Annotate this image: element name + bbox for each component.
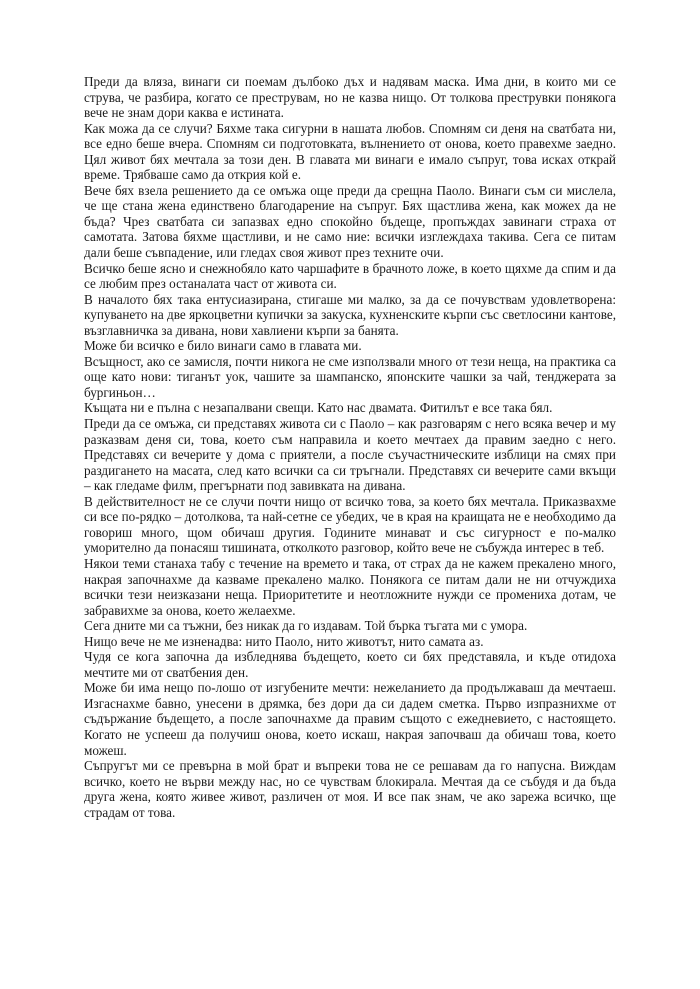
paragraph: В началото бях така ентусиазирана, стигаше ми малко, за да се почувствам удовлетворена: купуването на две яркоцветни купички за закуска, кухненските кърпи със светлосини кантове, възглавничка за дивана, нови хавлиени кърпи за банята. <box>84 291 616 338</box>
document-page <box>84 74 616 820</box>
paragraph: Нищо вече не ме изненадва: нито Паоло, нито животът, нито самата аз. <box>84 633 484 649</box>
paragraph: Съпругът ми се превърна в мой брат и въпреки това не се решавам да го напусна. Виждам всичко, което не върви между нас, но се чувствам блокирала. Мечтая да се събудя и да бъда друга жена, която живее живот, различен от моя. И все пак знам, че ако зарежа всичко, ще страдам от това. <box>84 758 616 820</box>
paragraph: В действителност не се случи почти нищо от всичко това, за което бях мечтала. Приказвахме си все по-рядко – дотолкова, та най-сетне се убедих, че в края на краищата не е необходимо да говориш много, щом обичаш другия. Годините минават и със сигурност е по-малко уморително да понасяш тишината, отколкото разговор, който вече не събужда интерес в теб. <box>84 493 616 556</box>
paragraph: Всичко беше ясно и снежнобяло като чаршафите в брачното ложе, в което щяхме да спим и да се любим през останалата част от живота си. <box>84 260 616 292</box>
paragraph: Как можа да се случи? Бяхме така сигурни в нашата любов. Спомням си деня на сватбата ни, все едно беше вчера. Спомням си подготовката, вълнението от онова, което правехме заедно. Цял живот бях мечтала за този ден. В главата ми винаги е имало съпруг, това исках открай време. Трябваше само да открия кой е. <box>84 120 616 183</box>
paragraph: Преди да се омъжа, си представях живота си с Паоло – как разговарям с него всяка вечер и му разказвам деня си, това, което съм направила и което мечтаех да правим заедно с него. Представях си вечерите у дома с приятели, а после съучастническите изблици на смях при раздигането на масата, след като всички са си тръгнали. Представях си вечерите сами вкъщи – как гледаме филм, прегърнати под завивката на дивана. <box>84 416 616 494</box>
paragraph: Вече бях взела решението да се омъжа още преди да срещна Паоло. Винаги съм си мислела, че ще стана жена единствено благодарение на съпруг. Бях щастлива жена, как можех да не бъда? Чрез сватбата си запазвах едно спокойно бъдеще, пропъждах завинаги страха от самотата. Затова бяхме щастливи, и не само ние: всички изглеждаха такива. Сега се питам дали беше съвпадение, или гледах своя живот през техните очи. <box>84 182 616 261</box>
paragraph: Всъщност, ако се замисля, почти никога не сме използвали много от тези неща, на практика са още като нови: тиганът уок, чашите за шампанско, японските чашки за чай, тенджерата за бургиньон… <box>84 353 616 400</box>
paragraph: Може би всичко е било винаги само в главата ми. <box>84 338 362 354</box>
paragraph: Преди да вляза, винаги си поемам дълбоко дъх и надявам маска. Има дни, в които ми се струва, че разбира, когато се преструвам, но не казва нищо. От толкова преструвки понякога вече не знам дори каква е истината. <box>84 74 616 121</box>
paragraph: Къщата ни е пълна с незапалвани свещи. Като нас двамата. Фитилът е все така бял. <box>84 400 553 416</box>
paragraph: Сега дните ми са тъжни, без никак да го издавам. Той бърка тъгата ми с умора. <box>84 618 528 634</box>
paragraph: Някои теми станаха табу с течение на времето и така, от страх да не кажем прекалено много, накрая започнахме да казваме прекалено малко. Понякога се питам дали не ни отчуждиха всички тези неизказани неща. Приоритетите и неотложните нужди се промениха дотам, че забравихме за онова, което желаехме. <box>84 555 616 618</box>
paragraph: Може би има нещо по-лошо от изгубените мечти: нежеланието да продължаваш да мечтаеш. Изгаснахме бавно, унесени в дрямка, без дори да си дадем сметка. Първо изпразнихме от съдържание бъдещето, а после започнахме да правим същото с ежедневието, с настоящето. Когато не успееш да получиш онова, което искаш, накрая започваш да обичаш това, което можеш. <box>84 680 616 758</box>
paragraph: Чудя се кога започна да избледнява бъдещето, което си бях представяла, и къде отидоха мечтите ми от сватбения ден. <box>84 649 616 680</box>
